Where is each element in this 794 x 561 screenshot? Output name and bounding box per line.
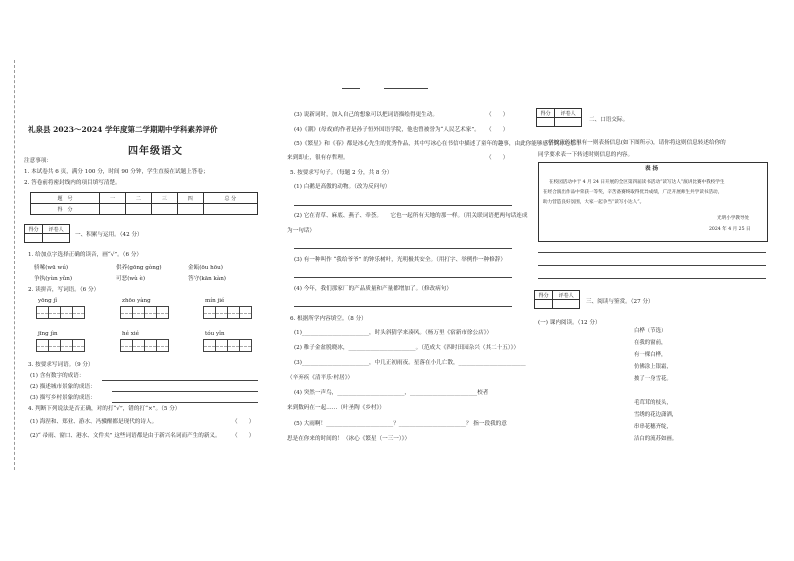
q6-item[interactable]: (5) 大雨啊！________________________？________________________？ 指一段我的意	[294, 421, 507, 427]
score-cell[interactable]	[151, 204, 177, 215]
answer-line[interactable]	[538, 278, 766, 279]
q5-text: 5. 按要求写句子。（每题 2 分，共 8 分）	[290, 170, 393, 176]
answer-bracket[interactable]: （ ）	[486, 112, 509, 118]
notes-heading: 注意事项：	[24, 158, 52, 164]
grader-label: 评卷人	[43, 225, 70, 234]
q6-text: 6. 根据所学内容填空。（8 分）	[290, 316, 367, 322]
notice-title: 表 扬	[645, 166, 659, 172]
pinyin-label: tóu yǐn	[205, 331, 225, 337]
praise-notice	[538, 162, 768, 242]
answer-bracket[interactable]: （ ）	[486, 127, 509, 133]
answer-line[interactable]	[112, 391, 258, 392]
poem-line: 洁白的流苏如画。	[634, 436, 678, 442]
binding-fold-line	[14, 60, 15, 470]
judge-item: (5)《繁星》和《春》都是冰心先生的优秀作品，其中写冰心在书信中描述了童年的趣事，由此你能够感悟到冰心那丰	[294, 141, 582, 147]
notice-line: 在校园活动中于 4 月 24 日开展的全区第四届读书活动“读写达人”演讲比赛中我校学生	[549, 180, 725, 185]
poem-title: 白桦（节选）	[634, 328, 667, 334]
poem-line: 串串花穗齐绽，	[634, 424, 672, 430]
q1-option[interactable]: 骄嗦(wū wú)	[34, 265, 69, 271]
score-cell[interactable]	[125, 204, 151, 215]
q4-item: (1) 海涅和、郑业、游水、冯骥醒都是现代的诗人。	[30, 419, 158, 425]
answer-line[interactable]	[294, 306, 512, 307]
q1-option[interactable]: 答守(kān kàn)	[188, 276, 226, 282]
write-grid[interactable]	[36, 306, 84, 319]
section2-heading: 二、口语交际。	[589, 117, 629, 123]
grader-label: 得分	[537, 109, 555, 118]
score-header: 题 号	[31, 193, 100, 204]
grader-cell[interactable]	[537, 118, 555, 127]
write-grid[interactable]	[36, 339, 84, 352]
score-table	[30, 192, 258, 215]
section3-sub: (一) 课内阅读。（12 分）	[538, 320, 601, 326]
poem-line: 在我的窗前，	[634, 340, 667, 346]
header-rule	[384, 88, 428, 89]
answer-line[interactable]	[294, 277, 512, 278]
answer-line[interactable]	[102, 380, 258, 381]
q6-item[interactable]: (4) 突然一声鸟，________________________，________________________校者	[294, 390, 489, 396]
poem-line: 雪绣的花边潇洒，	[634, 412, 678, 418]
score-header: 一	[100, 193, 126, 204]
judge-item: (4)《潮》(母戏)的作者是孙子恒外国语学院，他也曾被誉为“人民艺术家”。	[294, 127, 480, 133]
q3-item: (3) 描写乡村景象的成语：	[30, 395, 96, 401]
q5-item: 为一句话）	[287, 228, 315, 234]
judge-item: (3) 说新词时，加入自己的想象可以把词语描绘得更生动。	[294, 112, 438, 118]
note-item: 2. 答卷前将密封线内的项目填写清楚。	[24, 180, 121, 186]
pinyin-label: zhōo yàng	[122, 298, 151, 304]
write-grid[interactable]	[203, 306, 251, 319]
q1-option[interactable]: 金瓯(ōu hōu)	[188, 265, 223, 271]
notice-line: 助力营造良好氛围，大家一起争当“读写小达人”。	[543, 200, 645, 205]
write-grid[interactable]	[203, 339, 251, 352]
q1-option[interactable]: 争执(yùn yǔn)	[34, 276, 73, 282]
answer-line[interactable]	[538, 252, 766, 253]
q6-item[interactable]: (1)________________________，时头斜猜学来凑风。（杨万里《宿新市徐公店》）	[294, 330, 493, 336]
pinyin-label: mín jié	[205, 298, 225, 304]
section3-heading: 三、阅读与鉴赏。（27 分）	[586, 299, 654, 305]
q6-item: 思是在你来的时间的！（冰心《繁星（一三一）》）	[287, 436, 411, 442]
answer-line[interactable]	[538, 265, 766, 266]
grader-label: 得分	[535, 291, 553, 300]
grader-box-3	[534, 290, 580, 309]
q2-text: 2. 读拼音，写词语。（6 分）	[28, 287, 100, 293]
header-rule	[342, 88, 360, 89]
answer-line[interactable]	[112, 402, 258, 403]
notice-line: 在经合演出作品中荣获一等奖，辛苦备赛终取得优异成绩，广泛开展师生共学读书活动，	[543, 190, 723, 195]
q5-item: (2) 它在青草、麻底、燕子、牵荟。 它也一起所有天地的那一样。（用关联词语把两句话连成	[294, 213, 528, 219]
grader-box-1	[24, 224, 70, 243]
grader-box-2	[536, 108, 582, 127]
pinyin-label: jīng jìn	[38, 331, 58, 337]
note-item: 1. 本试卷共 6 页，满分 100 分，时间 90 分钟，学生直接在试题上答卷；	[24, 169, 209, 175]
answer-line[interactable]	[294, 205, 512, 206]
pinyin-label: yōng jǐ	[38, 298, 58, 304]
score-cell[interactable]	[203, 204, 257, 215]
notice-from: 光明小学教导处	[717, 216, 750, 221]
score-header: 二	[125, 193, 151, 204]
q1-text: 1. 给加点字选择正确的读音，画“√”。（6 分）	[28, 252, 143, 258]
poem-line: 披了一身雪花。	[634, 376, 672, 382]
judge-item: 来到即止，很有存哲理。	[287, 155, 349, 161]
q4-text: 4. 判断下列说法是否正确，对的打“√”，错的打“×”。（5 分）	[28, 406, 181, 412]
q5-item: (4) 今年，我们那家厂的产品质量和产量都增加了。（修改病句）	[294, 286, 452, 292]
answer-bracket[interactable]: （ ）	[232, 433, 255, 439]
q4-item: (2)“ 帚雨、窗口、港水、文件夹” 这些词语都是由于新兴名词而产生的新义。	[30, 433, 221, 439]
grader-cell[interactable]	[555, 118, 582, 127]
section2-prompt: 学校宣传栏里有一则表扬信息(如下图所示)，请你将这则信息转述给你的	[548, 140, 726, 146]
grader-label: 得分	[25, 225, 43, 234]
q6-item: 来到数码在一起……（叶圣陶《乡村》）	[287, 405, 385, 411]
write-grid[interactable]	[120, 306, 168, 319]
notice-date: 2024 年 4 月 25 日	[709, 227, 751, 232]
poem-line: 仿佛涂上银霜，	[634, 364, 672, 370]
q3-text: 3. 按要求写词语。（9 分）	[28, 362, 94, 368]
grader-label: 评卷人	[555, 109, 582, 118]
q5-item: (3) 有一种叫作 “我给爷爷” 的钟乐树叶，光明极其安全。（用打字、举例作一种修辞）	[294, 257, 506, 263]
section2-prompt: 同学要求表一下转述时则信息的内容。	[538, 152, 634, 158]
q6-item[interactable]: (2) 稚子金盆脱晓冰，________________________。（范成大《四时田园杂兴（其二十五）》）	[294, 345, 520, 351]
score-row-label: 得 分	[31, 204, 100, 215]
q1-option[interactable]: 供养(gōng gòng)	[116, 265, 162, 271]
grader-cell[interactable]	[43, 234, 70, 243]
q3-item: (2) 描述城市景象的成语：	[30, 384, 96, 390]
poem-line: 毛茸茸的枝头，	[634, 400, 672, 406]
grader-label: 评卷人	[553, 291, 580, 300]
pinyin-label: hé xié	[122, 331, 139, 337]
answer-bracket[interactable]: （ ）	[232, 419, 255, 425]
score-cell[interactable]	[100, 204, 126, 215]
subject-title: 四年级语文	[128, 146, 183, 157]
q6-item: （辛弃疾《清平乐·村居》）	[287, 375, 354, 381]
score-cell[interactable]	[177, 204, 203, 215]
answer-line[interactable]	[294, 248, 512, 249]
section1-heading: 一、积累与运用。（42 分）	[75, 232, 143, 238]
grader-cell[interactable]	[25, 234, 43, 243]
q3-item: (1) 含有数字的成语：	[30, 373, 85, 379]
score-header: 总 分	[203, 193, 257, 204]
write-grid[interactable]	[120, 339, 168, 352]
exam-title: 礼泉县 2023～2024 学年度第二学期期中学科素养评价	[28, 125, 218, 134]
score-header: 四	[177, 193, 203, 204]
q5-item: (1) 白鹅是高傲的动物。（改为反问句）	[294, 184, 391, 190]
score-header: 三	[151, 193, 177, 204]
poem-line: 有一棵白桦，	[634, 352, 667, 358]
q1-option[interactable]: 可恶(wù è)	[116, 276, 146, 282]
grader-cell[interactable]	[553, 300, 580, 309]
grader-cell[interactable]	[535, 300, 553, 309]
q6-item[interactable]: (3)________________________，中几正初雨夜。星落在小儿亡散，________________________	[294, 360, 526, 366]
answer-bracket[interactable]: （ ）	[486, 155, 509, 161]
